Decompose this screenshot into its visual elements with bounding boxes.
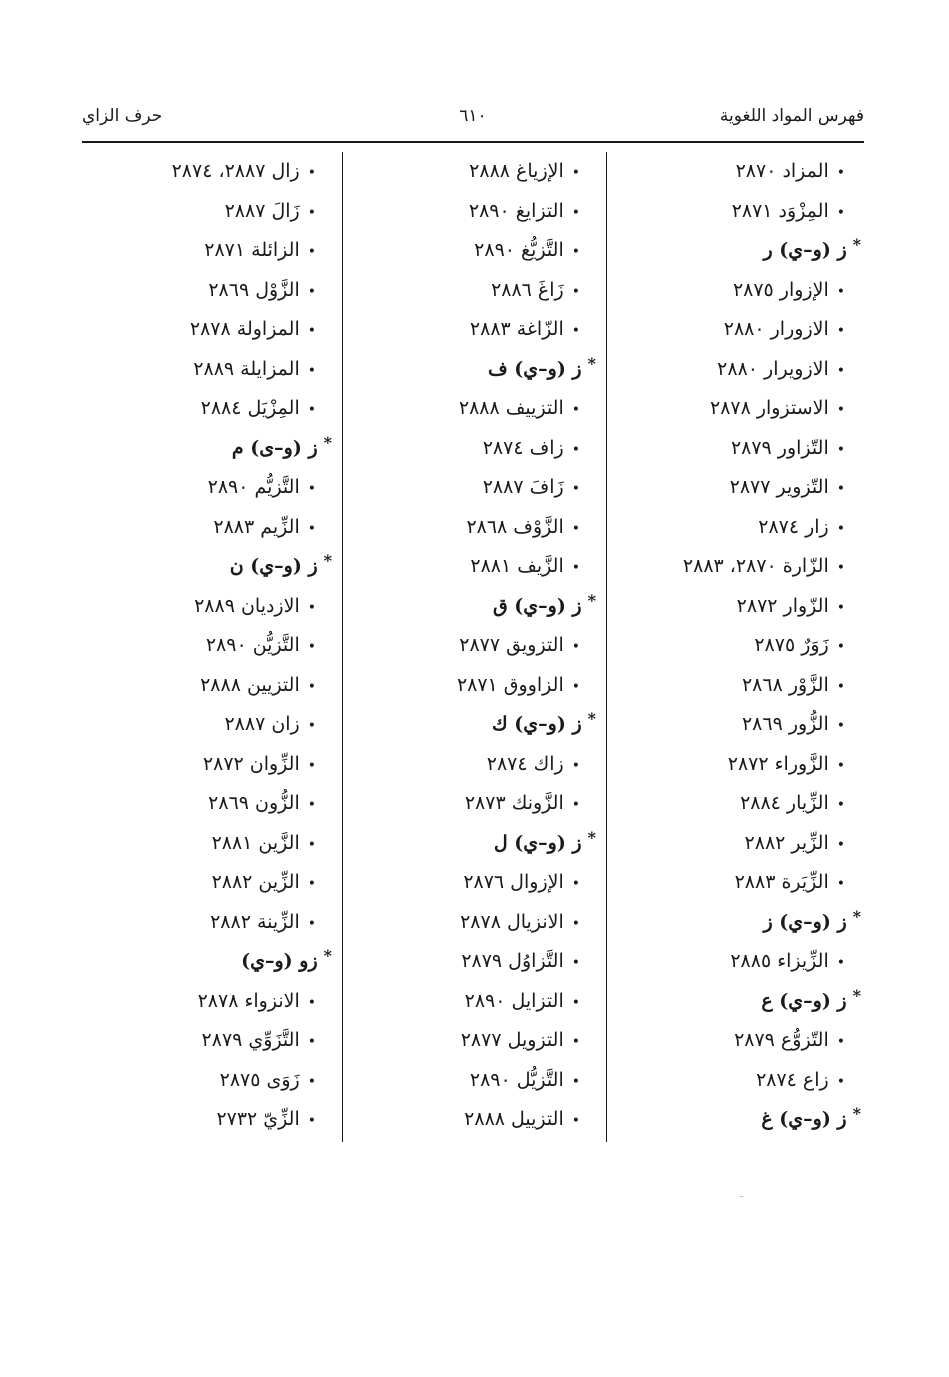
root-label: ز (و–ي) ق — [492, 594, 582, 617]
entry-text: الزَّيف ٢٨٨١ — [470, 555, 564, 577]
asterisk-icon: * — [852, 906, 861, 926]
index-entry — [82, 903, 336, 943]
index-entry — [346, 508, 600, 548]
bullet-icon: • — [571, 560, 580, 576]
asterisk-icon: * — [323, 432, 332, 452]
index-entry — [346, 942, 600, 982]
bullet-icon: • — [307, 1073, 316, 1090]
chapter-title: حرف الزاي — [82, 106, 163, 126]
bullet-icon: • — [571, 955, 580, 971]
entry-text: المزاد ٢٨٧٠ — [735, 160, 829, 182]
entry-text: الزَّوْل ٢٨٦٩ — [208, 278, 300, 301]
bullet-icon: • — [571, 520, 580, 537]
entry-text: زاف ٢٨٧٤ — [482, 436, 564, 459]
bullet-icon: • — [571, 441, 580, 458]
root-label: ز (و–ى) م — [231, 436, 318, 459]
bullet-icon: • — [307, 836, 316, 853]
index-entry — [346, 547, 600, 587]
bullet-icon: • — [836, 283, 845, 300]
bullet-icon: • — [307, 1113, 316, 1129]
index-entry — [346, 784, 600, 824]
index-entry — [610, 745, 865, 785]
entry-text: الزِّوان ٢٨٧٢ — [202, 752, 300, 775]
index-entry — [346, 271, 600, 311]
bullet-icon: • — [836, 402, 845, 418]
entry-text: التّزوُّع ٢٨٧٩ — [734, 1029, 829, 1051]
index-column-middle — [346, 152, 600, 1140]
entry-text: التّزوير ٢٨٧٧ — [729, 476, 829, 498]
index-entry — [82, 468, 336, 508]
index-entry — [82, 1061, 336, 1101]
root-heading — [82, 547, 336, 587]
entry-text: الزِّيَرة ٢٨٨٣ — [734, 871, 829, 893]
entry-text: الزَّوْر ٢٨٦٨ — [741, 673, 829, 696]
asterisk-icon: * — [587, 709, 596, 728]
bullet-icon: • — [571, 323, 580, 339]
bullet-icon: • — [836, 204, 845, 221]
index-entry — [346, 903, 600, 943]
bullet-icon: • — [836, 876, 845, 892]
bullet-icon: • — [836, 560, 845, 576]
index-entry — [610, 508, 865, 548]
index-entry — [610, 429, 865, 469]
asterisk-icon: * — [323, 551, 332, 570]
index-entry — [610, 705, 865, 745]
bullet-icon: • — [836, 757, 845, 774]
index-entry — [82, 784, 336, 824]
bullet-icon: • — [836, 718, 845, 734]
entry-text: الزِّين ٢٨٨٢ — [211, 871, 300, 893]
bullet-icon: • — [307, 520, 316, 537]
bullet-icon: • — [836, 955, 845, 971]
entry-text: التَّزيُّن ٢٨٩٠ — [205, 634, 300, 656]
root-heading — [82, 942, 336, 982]
index-entry — [346, 310, 600, 350]
entry-text: زَوَرٌ ٢٨٧٥ — [754, 634, 829, 656]
index-entry — [610, 468, 865, 508]
entry-text: الازورار ٢٨٨٠ — [723, 318, 829, 340]
entry-text: الزِّيزاء ٢٨٨٥ — [730, 950, 829, 972]
index-entry — [82, 1100, 336, 1140]
index-entry — [610, 824, 865, 864]
entry-text: الزَّوْف ٢٨٦٨ — [466, 515, 564, 538]
entry-text: التزييل ٢٨٨٨ — [464, 1108, 564, 1130]
column-divider — [342, 152, 343, 1142]
bullet-icon: • — [307, 797, 316, 813]
index-entry — [82, 508, 336, 548]
entry-text: الزِّيم ٢٨٨٣ — [213, 515, 300, 538]
entry-text: زال ٢٨٨٧، ٢٨٧٤ — [171, 160, 300, 182]
root-label: ز (و–ي) غ — [761, 1108, 847, 1130]
bullet-icon: • — [571, 1073, 580, 1090]
bullet-icon: • — [571, 678, 580, 695]
bullet-icon: • — [571, 165, 580, 181]
index-entry — [82, 745, 336, 785]
index-entry — [82, 626, 336, 666]
index-entry — [82, 982, 336, 1022]
bullet-icon: • — [836, 639, 845, 655]
bullet-icon: • — [307, 204, 316, 221]
index-entry — [346, 468, 600, 508]
index-entry — [346, 666, 600, 706]
entry-text: التَّزاوُل ٢٨٧٩ — [461, 950, 564, 972]
bullet-icon: • — [836, 1073, 845, 1090]
index-entry — [82, 152, 336, 192]
index-entry — [610, 350, 865, 390]
entry-text: الزّوار ٢٨٧٢ — [736, 594, 829, 617]
root-heading — [346, 587, 600, 627]
index-entry — [610, 192, 865, 232]
bullet-icon: • — [307, 323, 316, 339]
entry-text: الزِّينة ٢٨٨٢ — [210, 910, 300, 933]
entry-text: زَاغَ ٢٨٨٦ — [491, 278, 564, 301]
index-entry — [82, 666, 336, 706]
bullet-icon: • — [571, 402, 580, 418]
root-label: ز (و–ي) ع — [761, 989, 847, 1012]
index-entry — [346, 192, 600, 232]
entry-text: الازديان ٢٨٨٩ — [194, 594, 300, 617]
bullet-icon: • — [307, 599, 316, 616]
header-rule — [82, 141, 864, 143]
bullet-icon: • — [571, 1034, 580, 1050]
root-heading — [82, 429, 336, 469]
index-entry — [610, 1061, 865, 1101]
entry-text: التزييف ٢٨٨٨ — [458, 397, 564, 419]
bullet-icon: • — [836, 836, 845, 853]
index-entry — [346, 1100, 600, 1140]
index-entry — [346, 1021, 600, 1061]
asterisk-icon: * — [323, 946, 332, 965]
index-entry — [346, 745, 600, 785]
entry-text: الانزيال ٢٨٧٨ — [460, 910, 564, 933]
entry-text: الزَّوراء ٢٨٧٢ — [727, 752, 829, 775]
index-entry — [610, 666, 865, 706]
column-divider — [606, 152, 607, 1142]
bullet-icon: • — [571, 244, 580, 260]
index-entry — [610, 587, 865, 627]
asterisk-icon: * — [852, 1104, 861, 1123]
entry-text: الزّاغة ٢٨٨٣ — [469, 318, 564, 340]
entry-text: الإزوال ٢٨٧٦ — [463, 871, 564, 893]
bullet-icon: • — [836, 323, 845, 339]
bullet-icon: • — [571, 481, 580, 497]
entry-text: الاستزوار ٢٨٧٨ — [709, 397, 829, 419]
page-header — [82, 100, 864, 136]
bullet-icon: • — [836, 481, 845, 497]
index-entry — [82, 310, 336, 350]
root-heading — [346, 824, 600, 864]
bullet-icon: • — [571, 797, 580, 813]
bullet-icon: • — [307, 362, 316, 379]
entry-text: المِزْوَد ٢٨٧١ — [731, 199, 829, 222]
entry-text: التَّزيُّل ٢٨٩٠ — [469, 1068, 564, 1091]
bullet-icon: • — [307, 876, 316, 892]
bullet-icon: • — [836, 441, 845, 458]
index-entry — [82, 231, 336, 271]
bullet-icon: • — [571, 876, 580, 892]
entry-text: المِزْيَل ٢٨٨٤ — [200, 397, 300, 419]
entry-text: الزاووق ٢٨٧١ — [456, 673, 564, 696]
root-heading — [346, 705, 600, 745]
bullet-icon: • — [307, 718, 316, 734]
index-entry — [346, 429, 600, 469]
entry-text: الزُّور ٢٨٦٩ — [741, 713, 829, 735]
bullet-icon: • — [307, 757, 316, 774]
index-entry — [346, 626, 600, 666]
asterisk-icon: * — [852, 985, 861, 1005]
bullet-icon: • — [307, 1034, 316, 1050]
bullet-icon: • — [571, 639, 580, 655]
index-entry — [610, 389, 865, 429]
entry-text: زَوَى ٢٨٧٥ — [219, 1068, 300, 1091]
entry-text: زاك ٢٨٧٤ — [486, 752, 564, 775]
bullet-icon: • — [571, 994, 580, 1011]
bullet-icon: • — [571, 204, 580, 221]
index-entry — [82, 350, 336, 390]
entry-text: التزويق ٢٨٧٧ — [459, 634, 564, 656]
index-entry — [610, 942, 865, 982]
bullet-icon: • — [836, 165, 845, 181]
bullet-icon: • — [307, 994, 316, 1011]
bullet-icon: • — [571, 1113, 580, 1129]
entry-text: الزّارة ٢٨٧٠، ٢٨٨٣ — [682, 555, 829, 577]
entry-text: التَّزَوِّي ٢٨٧٩ — [201, 1029, 300, 1051]
index-entry — [610, 547, 865, 587]
index-entry — [82, 389, 336, 429]
root-heading — [610, 903, 865, 943]
bullet-icon: • — [836, 520, 845, 537]
index-entry — [610, 863, 865, 903]
index-entry — [610, 271, 865, 311]
asterisk-icon: * — [587, 827, 596, 847]
index-entry — [82, 192, 336, 232]
entry-text: التَّزيُّغ ٢٨٩٠ — [474, 239, 564, 261]
entry-text: الزِّير ٢٨٨٢ — [744, 831, 829, 854]
index-entry — [82, 824, 336, 864]
root-label: ز (و–ي) ن — [229, 555, 318, 577]
root-label: ز (و–ي) ر — [763, 239, 847, 261]
root-heading — [346, 350, 600, 390]
index-column-left — [82, 152, 336, 1140]
root-label: ز (و–ي) ك — [492, 713, 582, 735]
bullet-icon: • — [571, 915, 580, 932]
index-entry — [82, 587, 336, 627]
entry-text: الزائلة ٢٨٧١ — [204, 239, 300, 261]
asterisk-icon: * — [852, 235, 861, 254]
entry-text: المزاولة ٢٨٧٨ — [189, 318, 300, 340]
index-entry — [82, 271, 336, 311]
root-heading — [610, 982, 865, 1022]
index-entry — [610, 784, 865, 824]
bullet-icon: • — [307, 283, 316, 300]
bullet-icon: • — [307, 165, 316, 181]
index-entry — [346, 982, 600, 1022]
bullet-icon: • — [307, 402, 316, 418]
index-entry — [346, 389, 600, 429]
root-heading — [610, 231, 865, 271]
root-label: ز (و–ي) ف — [487, 357, 582, 380]
bullet-icon: • — [836, 797, 845, 813]
root-label: زو (و–ي) — [241, 950, 318, 972]
entry-text: زَافَ ٢٨٨٧ — [482, 476, 564, 498]
entry-text: التزويل ٢٨٧٧ — [460, 1029, 564, 1051]
asterisk-icon: * — [587, 590, 596, 610]
index-entry — [346, 863, 600, 903]
entry-text: زاع ٢٨٧٤ — [756, 1068, 829, 1091]
entry-text: المزايلة ٢٨٨٩ — [193, 357, 300, 380]
index-entry — [346, 1061, 600, 1101]
entry-text: زَالَ ٢٨٨٧ — [224, 199, 300, 222]
bullet-icon: • — [307, 481, 316, 497]
entry-text: التّزاور ٢٨٧٩ — [730, 436, 829, 459]
asterisk-icon: * — [587, 353, 596, 373]
entry-text: زان ٢٨٨٧ — [224, 713, 300, 735]
index-entry — [610, 1021, 865, 1061]
bullet-icon: • — [836, 599, 845, 616]
entry-text: زار ٢٨٧٤ — [758, 515, 829, 538]
index-entry — [610, 310, 865, 350]
index-entry — [346, 231, 600, 271]
entry-text: الزَّين ٢٨٨١ — [211, 831, 300, 854]
entry-text: التَّزيُّم ٢٨٩٠ — [207, 476, 300, 498]
index-entry — [82, 1021, 336, 1061]
entry-text: التزايل ٢٨٩٠ — [464, 989, 564, 1012]
bullet-icon: • — [307, 639, 316, 655]
scan-speck — [740, 1196, 743, 1197]
index-entry — [346, 152, 600, 192]
page-number: ٦١٠ — [459, 106, 487, 126]
bullet-icon: • — [836, 362, 845, 379]
entry-text: الازويرار ٢٨٨٠ — [717, 357, 829, 380]
index-entry — [82, 705, 336, 745]
bullet-icon: • — [307, 678, 316, 695]
bullet-icon: • — [836, 1034, 845, 1050]
root-label: ز (و–ي) ز — [763, 910, 847, 933]
entry-text: الزِّيار ٢٨٨٤ — [740, 792, 829, 814]
root-heading — [610, 1100, 865, 1140]
entry-text: الزَّونك ٢٨٧٣ — [464, 792, 564, 814]
index-entry — [610, 626, 865, 666]
entry-text: الإزوار ٢٨٧٥ — [732, 278, 829, 301]
bullet-icon: • — [836, 678, 845, 695]
bullet-icon: • — [307, 244, 316, 260]
index-entry — [610, 152, 865, 192]
entry-text: الزُّون ٢٨٦٩ — [208, 792, 300, 814]
bullet-icon: • — [571, 757, 580, 774]
entry-text: الإزياغ ٢٨٨٨ — [469, 160, 564, 182]
bullet-icon: • — [571, 283, 580, 300]
entry-text: التزايغ ٢٨٩٠ — [468, 199, 564, 222]
entry-text: الانزواء ٢٨٧٨ — [197, 989, 300, 1012]
index-entry — [82, 863, 336, 903]
running-title: فهرس المواد اللغوية — [719, 106, 864, 126]
entry-text: الزِّيّ ٢٧٣٢ — [216, 1108, 300, 1130]
index-column-right — [610, 152, 865, 1140]
entry-text: التزيين ٢٨٨٨ — [200, 673, 300, 696]
bullet-icon: • — [307, 915, 316, 932]
root-label: ز (و–ي) ل — [493, 831, 582, 854]
